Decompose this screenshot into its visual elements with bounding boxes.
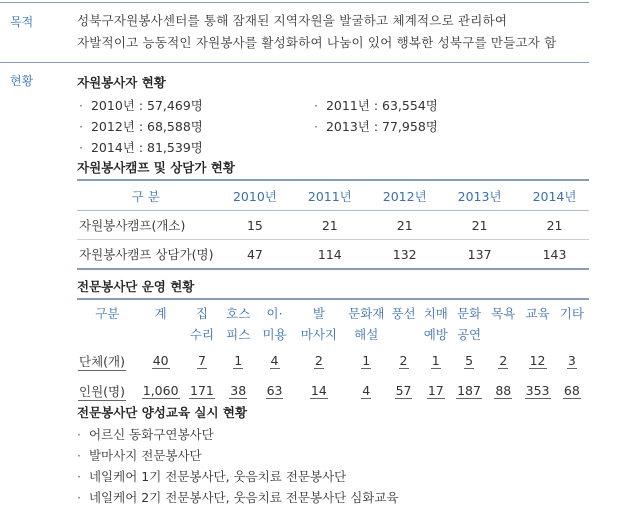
education-item-text: 네일케어 1기 전문봉사단, 웃음치료 전문봉사단 [88,469,347,484]
table-cell: 2 [399,353,408,368]
table-cell: 3 [567,353,576,368]
table-row [77,376,589,406]
table-cell: 68 [563,383,580,398]
table-row [77,211,589,240]
bullet-icon: · [79,119,83,134]
education-title: 전문봉사단 양성교육 실시 현황 [77,405,248,420]
team-col-header: 풍선 [387,299,419,346]
purpose-line-2: 자발적이고 능동적인 자원봉사를 활성화하여 나눔이 있어 행복한 성북구를 만들고자 함 [77,35,557,50]
education-item [77,467,346,485]
camp-table-header [77,180,589,211]
team-col-header: 문화 공연 [452,299,486,346]
table-cell: 15 [220,211,289,240]
bullet-icon: · [79,98,83,113]
education-item-text: 네일케어 2기 전문봉사단, 웃음치료 전문봉사단 심화교육 [88,490,399,505]
top-rule [0,2,589,3]
camp-col-header: 2013년 [445,180,514,211]
table-cell: 2 [499,353,508,368]
purpose-line-1: 성북구자원봉사센터를 통해 잠재된 지역자원을 발굴하고 체계적으로 관리하여 [77,13,508,28]
table-cell: 17 [427,383,444,398]
team-col-header: 집 수리 [184,299,220,346]
row-header: 자원봉사캠프(개소) [77,211,214,240]
section-divider [0,62,589,63]
table-cell: 4 [270,353,279,368]
table-cell: 21 [445,211,514,240]
table-row [77,240,589,270]
team-col-header: 문화재 해설 [345,299,387,346]
table-row [77,346,589,376]
camp-col-header: 2012년 [370,180,439,211]
table-cell: 132 [370,240,439,270]
table-cell: 21 [370,211,439,240]
education-item [77,425,214,443]
volunteer-stat-2014 [79,138,203,156]
volunteer-stat-2012 [79,117,203,135]
table-cell: 137 [445,240,514,270]
table-cell: 12 [529,353,546,368]
camp-title: 자원봉사캠프 및 상담가 현황 [77,160,235,175]
table-cell: 47 [220,240,289,270]
volunteer-stat-text: 2012년 : 68,588명 [90,119,203,134]
table-cell: 187 [457,383,481,398]
bullet-icon: · [77,427,81,442]
table-cell: 1,060 [142,383,179,398]
team-col-header: 호스 피스 [220,299,256,346]
education-item-text: 어르신 동화구연봉사단 [88,427,214,442]
table-cell: 1 [234,353,243,368]
table-cell: 38 [230,383,247,398]
camp-col-header: 2014년 [520,180,589,211]
camp-table [77,179,589,270]
table-cell: 1 [431,353,440,368]
team-col-header: 치매 예방 [420,299,452,346]
table-cell: 5 [465,353,474,368]
table-cell: 21 [520,211,589,240]
team-col-header: 목욕 [486,299,520,346]
bullet-icon: · [77,490,81,505]
table-cell: 40 [152,353,169,368]
camp-col-header: 2010년 [220,180,289,211]
team-table-header [77,299,589,346]
volunteer-stat-text: 2011년 : 63,554명 [325,98,438,113]
table-cell: 143 [520,240,589,270]
team-table [77,298,589,406]
table-cell: 114 [295,240,364,270]
education-item [77,488,399,506]
team-col-header: 기타 [555,299,589,346]
table-cell: 88 [495,383,512,398]
table-cell: 4 [362,383,371,398]
purpose-label: 목적 [10,15,34,29]
bullet-icon: · [77,469,81,484]
team-col-header: 이· 미용 [256,299,292,346]
team-title: 전문봉사단 운영 현황 [77,279,195,294]
education-item-text: 발마사지 전문봉사단 [88,448,202,463]
education-item [77,446,202,464]
row-header: 단체(개) [79,353,125,369]
team-col-header: 계 [137,299,183,346]
bullet-icon: · [314,98,318,113]
bullet-icon: · [77,448,81,463]
table-cell: 63 [266,383,283,398]
table-cell: 14 [310,383,327,398]
volunteer-stat-text: 2010년 : 57,469명 [90,98,203,113]
volunteer-stat-text: 2013년 : 77,958명 [325,119,438,134]
bullet-icon: · [314,119,318,134]
purpose-text [77,10,612,54]
team-col-header: 발 마사지 [293,299,345,346]
table-cell: 57 [395,383,412,398]
team-col-header: 구분 [77,299,137,346]
team-col-header: 교육 [520,299,554,346]
volunteers-title: 자원봉사자 현황 [77,75,166,90]
camp-col-header: 2011년 [295,180,364,211]
volunteer-stat-text: 2014년 : 81,539명 [90,140,203,155]
table-cell: 1 [362,353,371,368]
table-cell: 171 [190,383,214,398]
table-cell: 2 [314,353,323,368]
status-label: 현황 [10,74,34,88]
volunteer-stat-2013 [314,117,438,135]
bullet-icon: · [79,140,83,155]
volunteer-stat-2011 [314,96,438,114]
row-header: 인원(명) [79,383,125,399]
table-cell: 21 [295,211,364,240]
row-header: 자원봉사캠프 상담가(명) [77,240,214,270]
table-cell: 7 [197,353,206,368]
volunteer-stat-2010 [79,96,203,114]
table-cell: 353 [525,383,550,398]
camp-col-header: 구 분 [77,180,214,211]
